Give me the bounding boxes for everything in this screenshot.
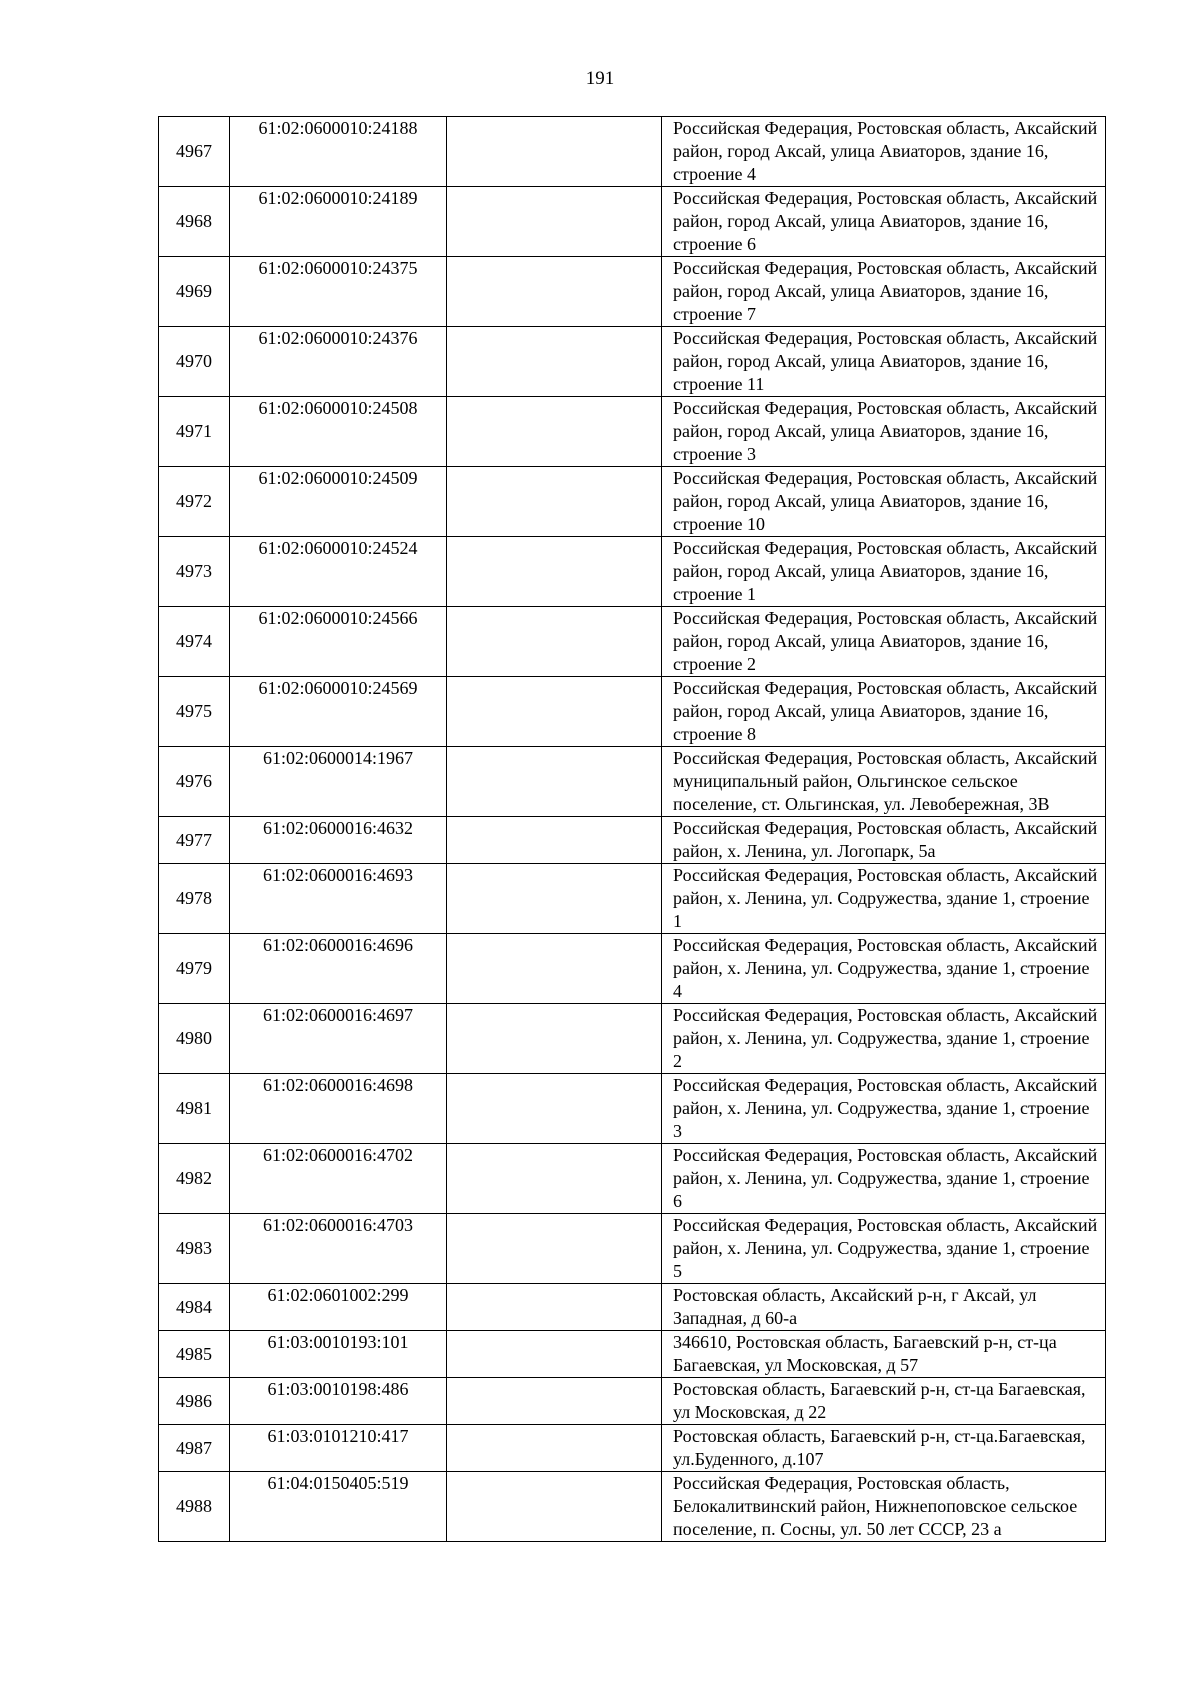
table-row: [159, 187, 1106, 257]
address-cell: Российская Федерация, Ростовская область, Аксайский район, х. Ленина, ул. Содружества, здание 1, строение 2: [662, 1004, 1106, 1074]
cadastral-number-cell: 61:02:0600010:24188: [230, 117, 447, 187]
address-cell: 346610, Ростовская область, Багаевский р-н, ст-ца Багаевская, ул Московская, д 57: [662, 1331, 1106, 1378]
table-row: [159, 537, 1106, 607]
address-cell: Российская Федерация, Ростовская область, Аксайский район, х. Ленина, ул. Содружества, здание 1, строение 4: [662, 934, 1106, 1004]
row-number-cell: 4970: [159, 327, 230, 397]
table-row: [159, 467, 1106, 537]
address-cell: Российская Федерация, Ростовская область, Аксайский муниципальный район, Ольгинское сельское поселение, ст. Ольгинская, ул. Левобережная, 3В: [662, 747, 1106, 817]
cadastral-number-cell: 61:02:0600010:24566: [230, 607, 447, 677]
registry-table: [158, 116, 1106, 1542]
row-number-cell: 4974: [159, 607, 230, 677]
row-number-cell: 4967: [159, 117, 230, 187]
table-row: [159, 1378, 1106, 1425]
cadastral-number-cell: 61:03:0010193:101: [230, 1331, 447, 1378]
table-row: [159, 1425, 1106, 1472]
cadastral-number-cell: 61:02:0600010:24376: [230, 327, 447, 397]
address-cell: Российская Федерация, Ростовская область, Аксайский район, х. Ленина, ул. Содружества, здание 1, строение 5: [662, 1214, 1106, 1284]
empty-cell: [447, 817, 662, 864]
address-cell: Российская Федерация, Ростовская область, Аксайский район, город Аксай, улица Авиаторов, здание 16, строение 3: [662, 397, 1106, 467]
row-number-cell: 4979: [159, 934, 230, 1004]
row-number-cell: 4984: [159, 1284, 230, 1331]
address-cell: Ростовская область, Багаевский р-н, ст-ца Багаевская, ул Московская, д 22: [662, 1378, 1106, 1425]
table-row: [159, 747, 1106, 817]
empty-cell: [447, 747, 662, 817]
row-number-cell: 4982: [159, 1144, 230, 1214]
row-number-cell: 4985: [159, 1331, 230, 1378]
empty-cell: [447, 1214, 662, 1284]
table-row: [159, 934, 1106, 1004]
empty-cell: [447, 1074, 662, 1144]
row-number-cell: 4987: [159, 1425, 230, 1472]
empty-cell: [447, 1472, 662, 1542]
cadastral-number-cell: 61:02:0600016:4703: [230, 1214, 447, 1284]
row-number-cell: 4972: [159, 467, 230, 537]
address-cell: Российская Федерация, Ростовская область, Аксайский район, х. Ленина, ул. Содружества, здание 1, строение 3: [662, 1074, 1106, 1144]
row-number-cell: 4980: [159, 1004, 230, 1074]
empty-cell: [447, 467, 662, 537]
address-cell: Российская Федерация, Ростовская область, Белокалитвинский район, Нижнепоповское сельское поселение, п. Сосны, ул. 50 лет СССР, 23 а: [662, 1472, 1106, 1542]
row-number-cell: 4977: [159, 817, 230, 864]
cadastral-number-cell: 61:02:0600016:4697: [230, 1004, 447, 1074]
empty-cell: [447, 864, 662, 934]
cadastral-number-cell: 61:02:0600010:24375: [230, 257, 447, 327]
row-number-cell: 4976: [159, 747, 230, 817]
row-number-cell: 4968: [159, 187, 230, 257]
empty-cell: [447, 1144, 662, 1214]
table-row: [159, 817, 1106, 864]
empty-cell: [447, 1378, 662, 1425]
table-row: [159, 1214, 1106, 1284]
empty-cell: [447, 1004, 662, 1074]
table-row: [159, 257, 1106, 327]
table-row: [159, 1074, 1106, 1144]
cadastral-number-cell: 61:03:0101210:417: [230, 1425, 447, 1472]
cadastral-number-cell: 61:02:0600010:24509: [230, 467, 447, 537]
table-row: [159, 1331, 1106, 1378]
cadastral-number-cell: 61:03:0010198:486: [230, 1378, 447, 1425]
cadastral-number-cell: 61:02:0600016:4698: [230, 1074, 447, 1144]
address-cell: Российская Федерация, Ростовская область, Аксайский район, город Аксай, улица Авиаторов, здание 16, строение 7: [662, 257, 1106, 327]
cadastral-number-cell: 61:02:0600010:24189: [230, 187, 447, 257]
row-number-cell: 4971: [159, 397, 230, 467]
registry-body: [159, 117, 1106, 1542]
table-row: [159, 1472, 1106, 1542]
cadastral-number-cell: 61:02:0600014:1967: [230, 747, 447, 817]
table-row: [159, 1284, 1106, 1331]
table-row: [159, 607, 1106, 677]
row-number-cell: 4986: [159, 1378, 230, 1425]
row-number-cell: 4975: [159, 677, 230, 747]
address-cell: Российская Федерация, Ростовская область, Аксайский район, х. Ленина, ул. Содружества, здание 1, строение 1: [662, 864, 1106, 934]
table-row: [159, 397, 1106, 467]
address-cell: Российская Федерация, Ростовская область, Аксайский район, х. Ленина, ул. Логопарк, 5а: [662, 817, 1106, 864]
empty-cell: [447, 327, 662, 397]
row-number-cell: 4978: [159, 864, 230, 934]
cadastral-number-cell: 61:02:0600010:24569: [230, 677, 447, 747]
cadastral-number-cell: 61:02:0600010:24508: [230, 397, 447, 467]
table-row: [159, 864, 1106, 934]
address-cell: Российская Федерация, Ростовская область, Аксайский район, город Аксай, улица Авиаторов, здание 16, строение 1: [662, 537, 1106, 607]
row-number-cell: 4969: [159, 257, 230, 327]
cadastral-number-cell: 61:02:0600016:4696: [230, 934, 447, 1004]
empty-cell: [447, 117, 662, 187]
cadastral-number-cell: 61:02:0600010:24524: [230, 537, 447, 607]
empty-cell: [447, 397, 662, 467]
cadastral-number-cell: 61:02:0600016:4702: [230, 1144, 447, 1214]
cadastral-number-cell: 61:04:0150405:519: [230, 1472, 447, 1542]
address-cell: Российская Федерация, Ростовская область, Аксайский район, город Аксай, улица Авиаторов, здание 16, строение 4: [662, 117, 1106, 187]
empty-cell: [447, 187, 662, 257]
row-number-cell: 4988: [159, 1472, 230, 1542]
address-cell: Российская Федерация, Ростовская область, Аксайский район, х. Ленина, ул. Содружества, здание 1, строение 6: [662, 1144, 1106, 1214]
empty-cell: [447, 1425, 662, 1472]
address-cell: Российская Федерация, Ростовская область, Аксайский район, город Аксай, улица Авиаторов, здание 16, строение 11: [662, 327, 1106, 397]
empty-cell: [447, 1284, 662, 1331]
table-row: [159, 117, 1106, 187]
page-number: 191: [585, 68, 615, 89]
address-cell: Российская Федерация, Ростовская область, Аксайский район, город Аксай, улица Авиаторов, здание 16, строение 2: [662, 607, 1106, 677]
table-row: [159, 1144, 1106, 1214]
address-cell: Российская Федерация, Ростовская область, Аксайский район, город Аксай, улица Авиаторов, здание 16, строение 8: [662, 677, 1106, 747]
address-cell: Российская Федерация, Ростовская область, Аксайский район, город Аксай, улица Авиаторов, здание 16, строение 6: [662, 187, 1106, 257]
empty-cell: [447, 934, 662, 1004]
address-cell: Российская Федерация, Ростовская область, Аксайский район, город Аксай, улица Авиаторов, здание 16, строение 10: [662, 467, 1106, 537]
cadastral-number-cell: 61:02:0600016:4693: [230, 864, 447, 934]
table-row: [159, 677, 1106, 747]
row-number-cell: 4983: [159, 1214, 230, 1284]
empty-cell: [447, 677, 662, 747]
cadastral-number-cell: 61:02:0600016:4632: [230, 817, 447, 864]
empty-cell: [447, 607, 662, 677]
empty-cell: [447, 537, 662, 607]
address-cell: Ростовская область, Аксайский р-н, г Аксай, ул Западная, д 60-а: [662, 1284, 1106, 1331]
empty-cell: [447, 1331, 662, 1378]
empty-cell: [447, 257, 662, 327]
table-row: [159, 327, 1106, 397]
row-number-cell: 4981: [159, 1074, 230, 1144]
address-cell: Ростовская область, Багаевский р-н, ст-ца.Багаевская, ул.Буденного, д.107: [662, 1425, 1106, 1472]
table-row: [159, 1004, 1106, 1074]
cadastral-number-cell: 61:02:0601002:299: [230, 1284, 447, 1331]
row-number-cell: 4973: [159, 537, 230, 607]
